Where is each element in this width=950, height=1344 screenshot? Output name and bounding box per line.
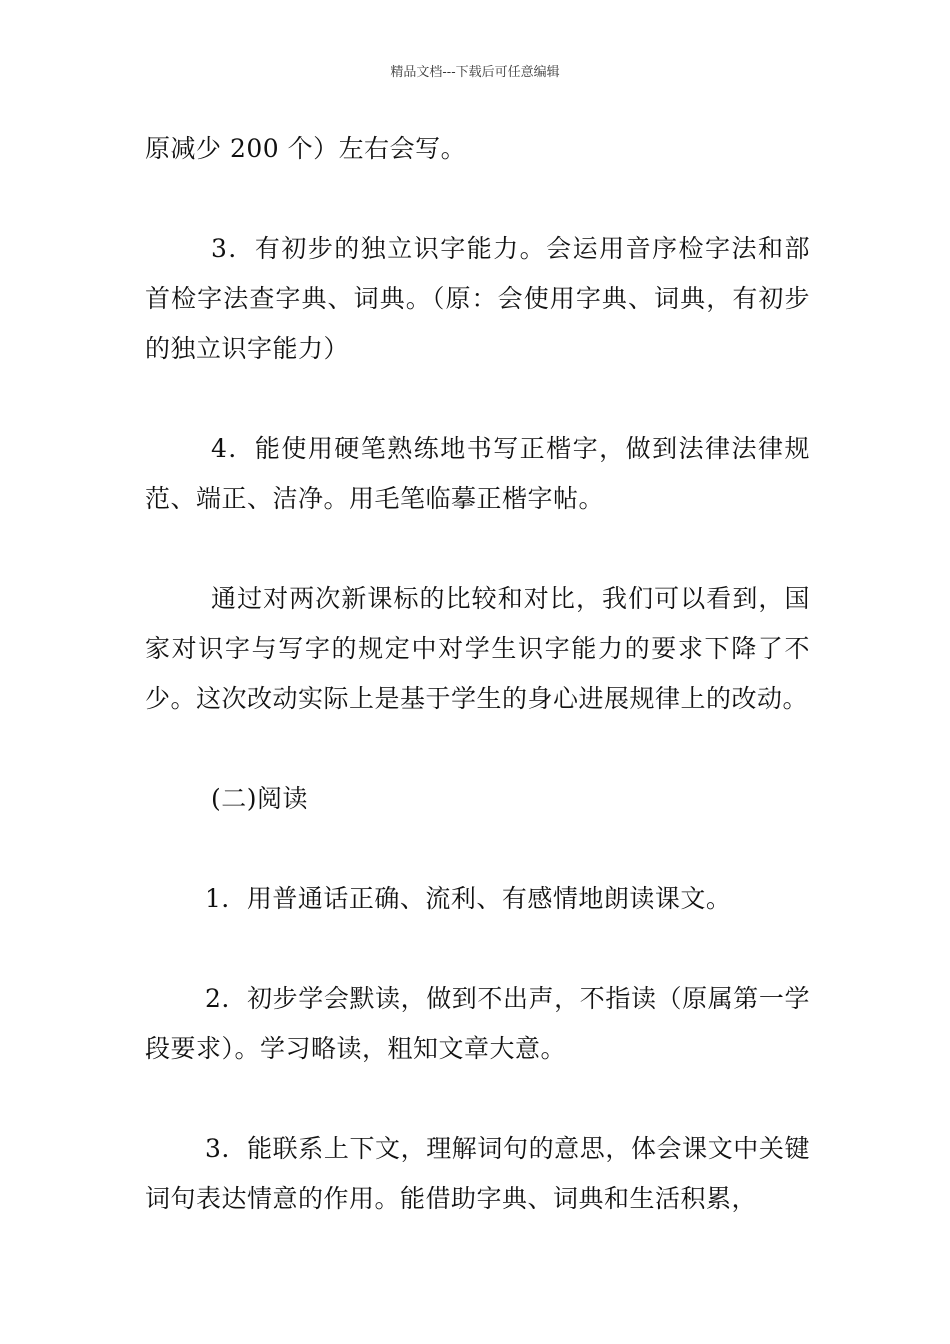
document-body — [145, 124, 810, 1224]
paragraph-item-3-literacy: 3．有初步的独立识字能力。会运用音序检字法和部首检字法查字典、词典。（原：会使用字典、词典，有初步的独立识字能力） — [145, 234, 810, 363]
paragraph-item-1-reading-aloud: 1．用普通话正确、流利、有感情地朗读课文。 — [205, 884, 732, 913]
section-heading-reading: (二)阅读 — [211, 784, 309, 813]
paragraph-comparison: 通过对两次新课标的比较和对比，我们可以看到，国家对识字与写字的规定中对学生识字能力的要求下降了不少。这次改动实际上是基于学生的身心进展规律上的改动。 — [145, 584, 810, 713]
paragraph-item-3-context: 3．能联系上下文，理解词句的意思，体会课文中关键词句表达情意的作用。能借助字典、词典和生活积累， — [145, 1134, 810, 1213]
paragraph-continuation: 原减少 200 个）左右会写。 — [145, 134, 467, 163]
paragraph-item-4-writing: 4．能使用硬笔熟练地书写正楷字，做到法律法律规范、端正、洁净。用毛笔临摹正楷字帖。 — [145, 434, 810, 513]
page-header: 精品文档---下载后可任意编辑 — [390, 65, 560, 80]
paragraph-item-2-silent-reading: 2．初步学会默读，做到不出声，不指读（原属第一学段要求）。学习略读，粗知文章大意。 — [145, 984, 810, 1063]
